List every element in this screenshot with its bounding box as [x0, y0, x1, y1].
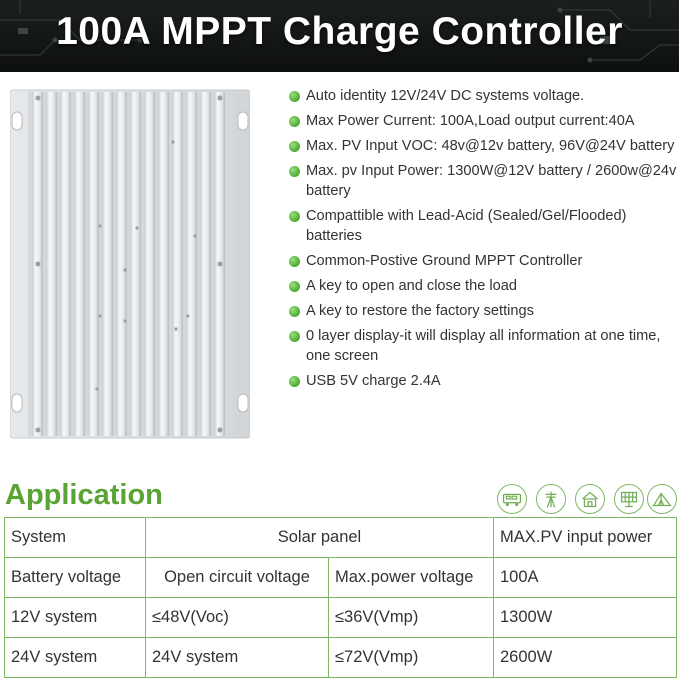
table-row — [5, 518, 677, 558]
charge-controller-heatsink-image — [10, 88, 250, 440]
feature-text: USB 5V charge 2.4A — [306, 373, 441, 389]
feature-item — [288, 251, 678, 271]
table-cell: ≤36V(Vmp) — [329, 598, 494, 638]
table-cell: 24V system — [146, 638, 329, 678]
green-bullet-icon — [289, 306, 300, 317]
feature-item — [288, 161, 678, 201]
table-header-cell: System — [5, 518, 146, 558]
tent-icon — [647, 484, 677, 514]
table-cell: Open circuit voltage — [146, 558, 329, 598]
feature-text: A key to open and close the load — [306, 278, 517, 294]
feature-text: Max. PV Input VOC: 48v@12v battery, 96V@24V battery — [306, 138, 675, 154]
table-cell: 1300W — [494, 598, 677, 638]
house-icon — [575, 484, 605, 514]
feature-item — [288, 371, 678, 391]
feature-item — [288, 276, 678, 296]
green-bullet-icon — [289, 256, 300, 267]
spec-table — [4, 517, 677, 678]
feature-item — [288, 111, 678, 131]
feature-item — [288, 326, 678, 366]
feature-text: Common-Postive Ground MPPT Controller — [306, 253, 583, 269]
solar-panel-icon — [614, 484, 644, 514]
table-header-cell: Solar panel — [146, 518, 494, 558]
feature-text: A key to restore the factory settings — [306, 303, 534, 319]
feature-item — [288, 206, 678, 246]
feature-text: Max Power Current: 100A,Load output current:40A — [306, 113, 635, 129]
green-bullet-icon — [289, 91, 300, 102]
green-bullet-icon — [289, 281, 300, 292]
table-header-cell: MAX.PV input power — [494, 518, 677, 558]
table-cell: ≤72V(Vmp) — [329, 638, 494, 678]
feature-item — [288, 301, 678, 321]
page-title: 100A MPPT Charge Controller — [56, 10, 623, 53]
table-cell: 12V system — [5, 598, 146, 638]
table-cell: ≤48V(Voc) — [146, 598, 329, 638]
table-cell: Max.power voltage — [329, 558, 494, 598]
table-cell: Battery voltage — [5, 558, 146, 598]
feature-text: Compattible with Lead-Acid (Sealed/Gel/Flooded) batteries — [306, 208, 627, 244]
green-bullet-icon — [289, 116, 300, 127]
table-row — [5, 558, 677, 598]
green-bullet-icon — [289, 211, 300, 222]
green-bullet-icon — [289, 376, 300, 387]
table-cell: 24V system — [5, 638, 146, 678]
table-cell: 100A — [494, 558, 677, 598]
utility-pole-icon — [536, 484, 566, 514]
table-cell: 2600W — [494, 638, 677, 678]
green-bullet-icon — [289, 141, 300, 152]
feature-item — [288, 136, 678, 156]
feature-item — [288, 86, 678, 106]
table-row — [5, 638, 677, 678]
feature-list — [288, 86, 678, 396]
feature-text: Max. pv Input Power: 1300W@12V battery / 2600w@24v battery — [306, 163, 677, 199]
rv-camper-icon — [497, 484, 527, 514]
feature-text: 0 layer display-it will display all information at one time, one screen — [306, 328, 661, 364]
green-bullet-icon — [289, 166, 300, 177]
table-row — [5, 598, 677, 638]
green-bullet-icon — [289, 331, 300, 342]
application-heading: Application — [5, 479, 163, 511]
feature-text: Auto identity 12V/24V DC systems voltage. — [306, 88, 585, 104]
header-banner — [0, 0, 679, 72]
